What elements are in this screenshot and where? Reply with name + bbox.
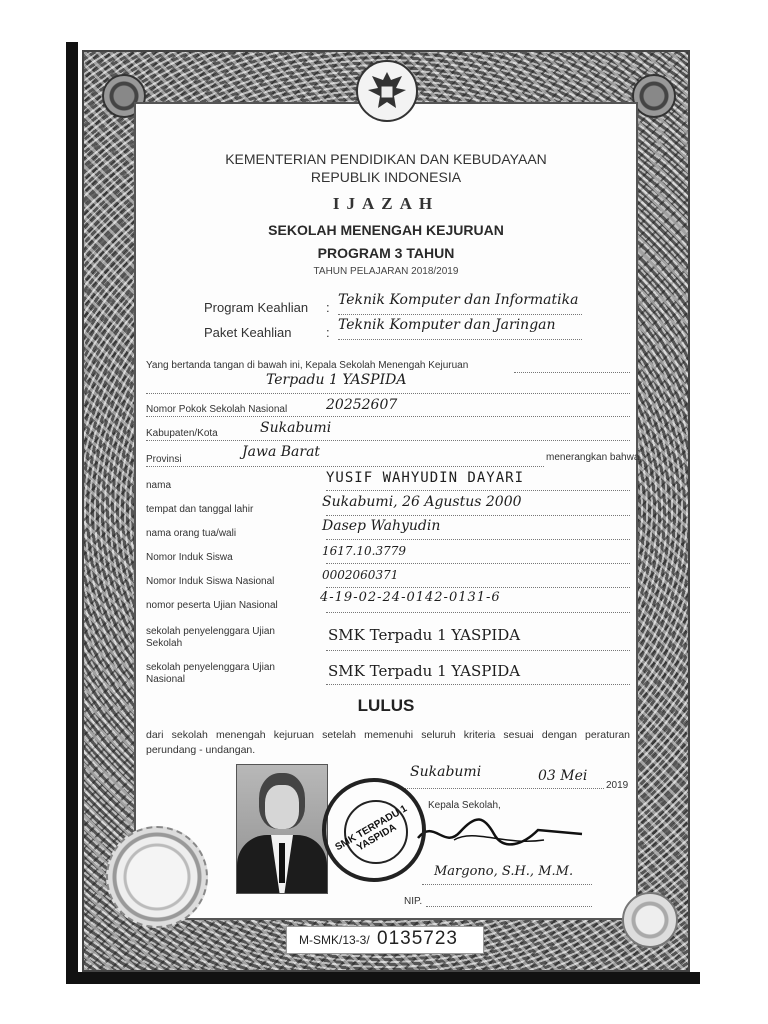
npsn-label: Nomor Pokok Sekolah Nasional xyxy=(146,404,288,415)
school-exam-label xyxy=(146,626,275,650)
photo-face xyxy=(265,785,299,829)
province-label: Provinsi xyxy=(146,454,182,465)
npsn-value: 20252607 xyxy=(326,397,398,413)
exam-number-label: nomor peserta Ujian Nasional xyxy=(146,600,278,611)
student-photo xyxy=(236,764,328,894)
statement-text: dari sekolah menengah kejuruan setelah memenuhi seluruh kriteria sesuai dengan peraturan perundang - undangan. xyxy=(146,729,630,756)
dotted-line xyxy=(426,906,592,907)
dotted-line xyxy=(326,563,630,564)
scan-bottom-edge xyxy=(66,972,700,984)
dotted-line xyxy=(326,490,630,491)
program-keahlian-value: Teknik Komputer dan Informatika xyxy=(338,292,579,308)
dotted-line xyxy=(326,612,630,613)
nisn-value: 0002060371 xyxy=(322,568,399,582)
dotted-line xyxy=(326,650,630,651)
national-exam-label-line-1: sekolah penyelenggara Ujian xyxy=(146,662,275,673)
program-heading: PROGRAM 3 TAHUN xyxy=(317,245,455,261)
academic-year: TAHUN PELAJARAN 2018/2019 xyxy=(313,266,459,277)
dotted-line xyxy=(146,416,630,417)
school-exam-label-line-1: sekolah penyelenggara Ujian xyxy=(146,626,275,637)
exam-number-value: 4-19-02-24-0142-0131-6 xyxy=(320,590,501,605)
ministry-heading xyxy=(134,150,638,186)
dotted-line xyxy=(422,884,592,885)
parent-value: Dasep Wahyudin xyxy=(322,518,441,534)
school-type-heading: SEKOLAH MENENGAH KEJURUAN xyxy=(268,222,504,238)
nisn-label: Nomor Induk Siswa Nasional xyxy=(146,576,275,587)
serial-prefix: M-SMK/13-3/ xyxy=(299,933,370,947)
dotted-line xyxy=(146,440,630,441)
photo-tie xyxy=(279,843,285,883)
dotted-line xyxy=(514,372,630,373)
city-label: Kabupaten/Kota xyxy=(146,428,218,439)
dotted-line xyxy=(326,684,630,685)
national-exam-label-line-2: Nasional xyxy=(146,674,185,685)
headmaster-name: Margono, S.H., M.M. xyxy=(434,864,574,879)
headmaster-role: Kepala Sekolah, xyxy=(428,800,501,811)
dotted-line xyxy=(338,314,582,315)
dotted-line xyxy=(326,587,630,588)
result-lulus: LULUS xyxy=(357,696,415,715)
garuda-emblem-icon xyxy=(356,60,418,122)
certificate-title: IJAZAH xyxy=(332,194,440,213)
serial-number: 0135723 xyxy=(377,928,458,949)
scan-left-edge xyxy=(66,42,78,984)
program-keahlian-label: Program Keahlian xyxy=(204,300,309,315)
school-stamp xyxy=(322,778,426,882)
corner-medallion-top-right xyxy=(632,74,676,118)
paket-keahlian-value: Teknik Komputer dan Jaringan xyxy=(338,317,556,333)
student-name-label: nama xyxy=(146,480,172,491)
school-name-value: Terpadu 1 YASPIDA xyxy=(266,372,407,388)
ministry-line-2: REPUBLIK INDONESIA xyxy=(310,169,462,185)
nis-value: 1617.10.3779 xyxy=(322,544,406,558)
dotted-line xyxy=(146,393,630,394)
paket-keahlian-label: Paket Keahlian xyxy=(204,325,292,340)
stamp-center-text: SMK TERPADU 1 YASPIDA xyxy=(333,803,410,854)
school-exam-label-line-2: Sekolah xyxy=(146,638,183,649)
student-name-value: YUSIF WAHYUDIN DAYARI xyxy=(326,470,525,486)
dotted-line xyxy=(338,339,582,340)
province-value: Jawa Barat xyxy=(242,444,321,460)
dotted-line xyxy=(326,539,630,540)
dotted-line xyxy=(400,788,604,789)
signing-year: 2019 xyxy=(606,780,629,791)
dotted-line xyxy=(326,515,630,516)
embossed-seal-right xyxy=(622,892,678,948)
school-exam-value: SMK Terpadu 1 YASPIDA xyxy=(328,626,521,644)
dotted-line xyxy=(146,466,544,467)
signing-date: 03 Mei xyxy=(538,768,588,784)
signing-place: Sukabumi xyxy=(410,764,482,780)
birth-value: Sukabumi, 26 Agustus 2000 xyxy=(322,494,522,510)
serial-number-box xyxy=(286,926,484,954)
ministry-line-1: KEMENTERIAN PENDIDIKAN DAN KEBUDAYAAN xyxy=(225,151,547,167)
national-exam-value: SMK Terpadu 1 YASPIDA xyxy=(328,662,521,680)
colon: : xyxy=(326,325,330,340)
colon: : xyxy=(326,300,330,315)
birth-label: tempat dan tanggal lahir xyxy=(146,504,254,515)
national-exam-label xyxy=(146,662,275,686)
nis-label: Nomor Induk Siswa xyxy=(146,552,233,563)
declares-text: menerangkan bahwa xyxy=(546,452,640,463)
headmaster-signature xyxy=(414,810,584,850)
nip-label: NIP. xyxy=(404,896,423,907)
intro-text: Yang bertanda tangan di bawah ini, Kepala Sekolah Menengah Kejuruan xyxy=(146,360,469,371)
parent-label: nama orang tua/wali xyxy=(146,528,237,539)
city-value: Sukabumi xyxy=(260,420,332,436)
embossed-seal-left xyxy=(106,826,208,928)
